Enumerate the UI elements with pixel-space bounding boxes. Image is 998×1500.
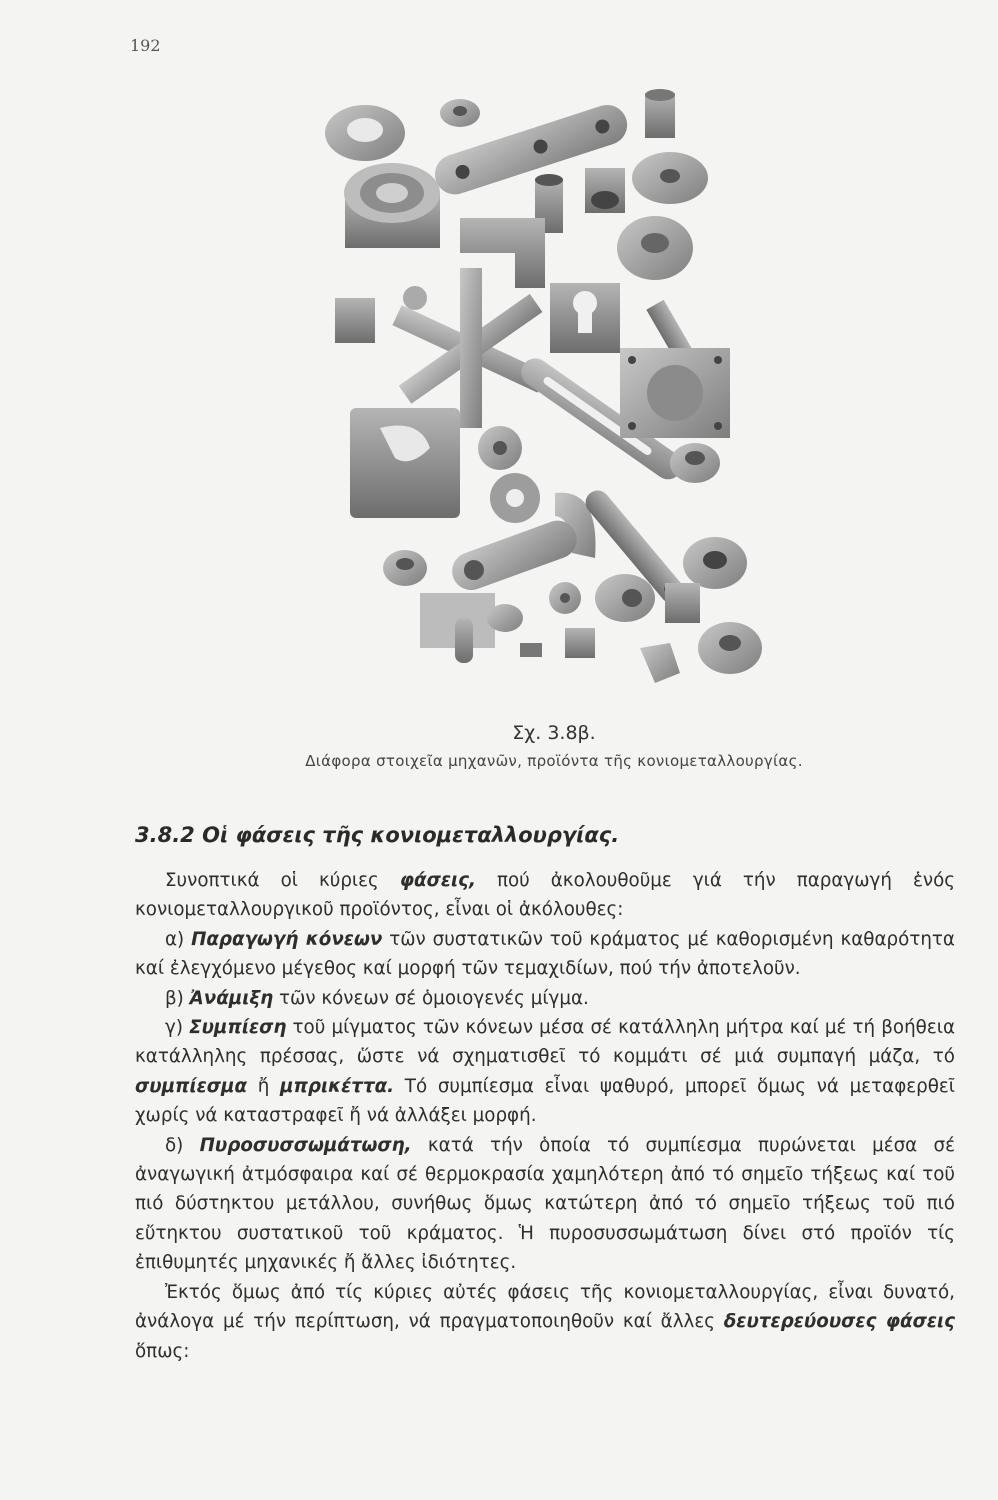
phase-a-paragraph: α) Παραγωγή κόνεων τῶν συστατικῶν τοῦ κράματος μέ καθορισμένη καθαρότητα καί ἐλεγχόμενο μέγεθος καί μορφή τῶν τεμαχιδίων, πού τήν ἀποτελοῦν. [135, 928, 955, 980]
secondary-phases-paragraph: Ἐκτός ὅμως ἀπό τίς κύριες αὐτές φάσεις τῆς κονιομεταλλουργίας, εἶναι δυνατό, ἀνάλογα μέ τήν περίπτωση, νά πραγματοποιηθοῦν καί ἄλλες δευτερεύουσες φάσεις ὅπως: [135, 1281, 955, 1362]
notched-block-part [665, 583, 700, 623]
phase-b-paragraph: β) Ἀνάμιξη τῶν κόνεων σέ ὁμοιογενές μίγμα. [165, 987, 589, 1009]
page-number: 192 [130, 36, 161, 55]
cube-part [335, 298, 375, 343]
body-text [135, 866, 955, 1366]
machine-parts-illustration [310, 88, 780, 708]
figure-caption: Διάφορα στοιχεῖα μηχανῶν, προϊόντα τῆς κονιομεταλλουργίας. [305, 752, 803, 770]
phase-d-paragraph: δ) Πυροσυσσωμάτωση, κατά τήν ὁποία τό συμπίεσμα πυρώνεται μέσα σέ ἀναγωγική ἀτμόσφαιρα καί σέ θερμοκρασία χαμηλότερη ἀπό τό σημεῖο τήξεως καί τοῦ πιό δύστηκτου μετάλλου, συνήθως ὅμως κατώτερη ἀπό τό σημεῖο τήξεως τοῦ πιό εὔτηκτου συστατικοῦ τοῦ κράματος. Ἡ πυροσυσσωμάτωση δίνει στό προϊόν τίς ἐπιθυμητές μηχανικές ἤ ἄλλες ἰδιότητες. [135, 1134, 955, 1274]
pin-part [455, 618, 473, 663]
nut-part [487, 604, 523, 632]
section-heading: 3.8.2 Οἱ φάσεις τῆς κονιομεταλλουργίας. [135, 823, 620, 847]
phase-c-paragraph: γ) Συμπίεση τοῦ μίγματος τῶν κόνεων μέσα σέ κατάλληλη μήτρα καί μέ τή βοήθεια κατάλληλης πρέσσας, ὥστε νά σχηματισθεῖ τό κομμάτι σέ μιά συμπαγή μάζα, τό συμπίεσμα ἤ μπρικέττα. Τό συμπίεσμα εἶναι ψαθυρό, μπορεῖ ὅμως νά μεταφερθεῖ χωρίς νά καταστραφεῖ ἤ νά ἀλλάξει μορφή. [135, 1017, 955, 1127]
intro-paragraph: Συνοπτικά οἱ κύριες φάσεις, πού ἀκολουθοῦμε γιά τήν παραγωγή ἑνός κονιομεταλλουργικοῦ προϊόντος, εἶναι οἱ ἀκόλουθες: [135, 870, 955, 921]
sprocket-part [490, 473, 540, 523]
key-part [520, 643, 542, 657]
figure-machine-parts-photo [310, 88, 780, 708]
cam-plate-part [350, 408, 460, 518]
figure-label: Σχ. 3.8β. [512, 722, 596, 744]
fork-part [640, 643, 680, 683]
stepped-block-part [565, 628, 595, 658]
